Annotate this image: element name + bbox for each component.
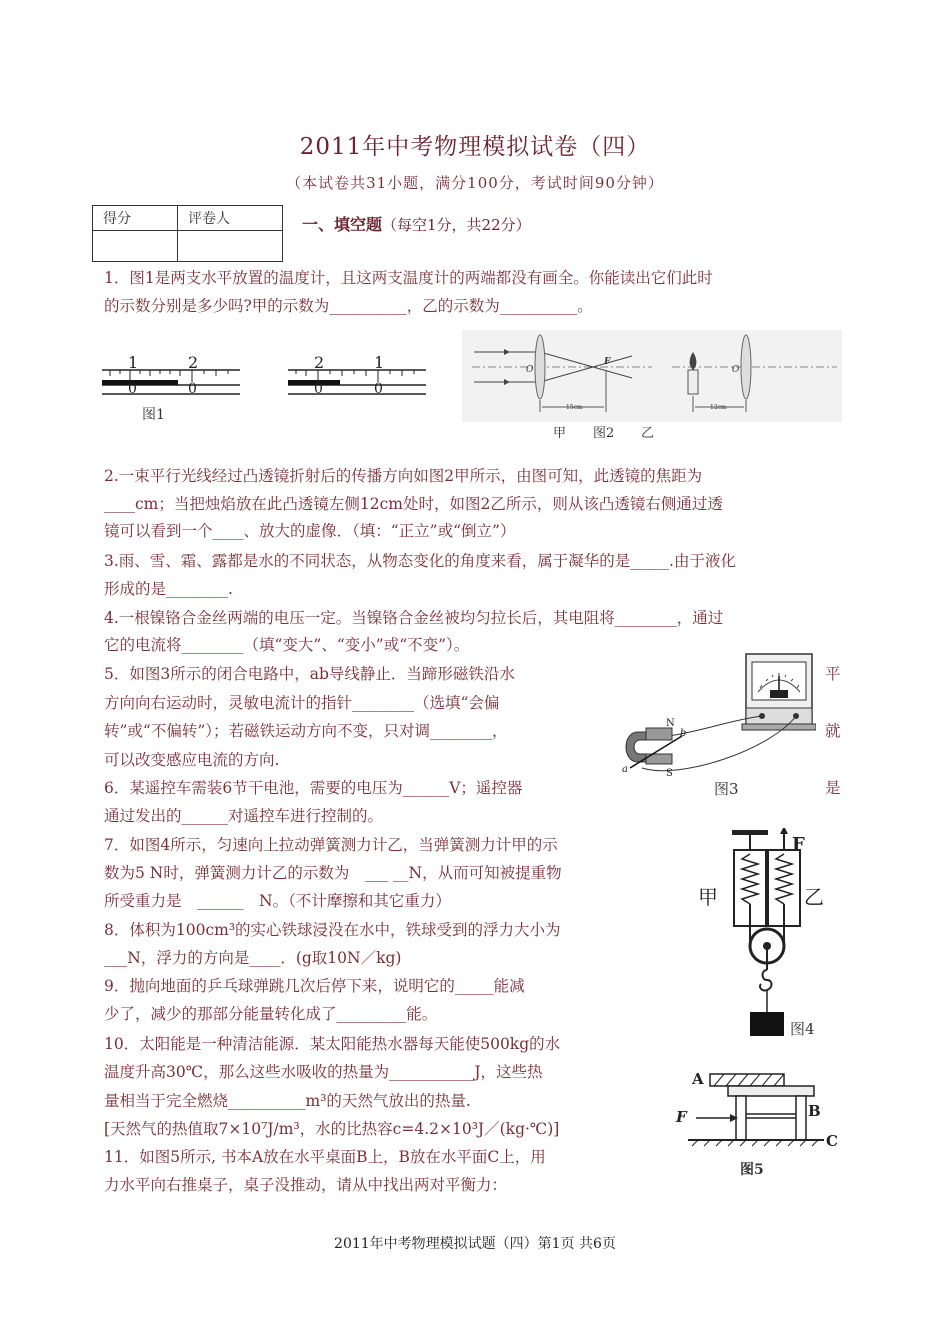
q8-line-2: ___N，浮力的方向是____．(g取10N／kg) bbox=[104, 949, 402, 967]
q6-line-1: 6．某遥控车需装6节干电池，需要的电压为______V；遥控器 bbox=[104, 779, 523, 797]
q4-line-1: 4.一根镍铬合金丝两端的电压一定。当镍铬合金丝被均匀拉长后，其电阻将________，通过 bbox=[104, 609, 724, 627]
fig3-label-n: N bbox=[666, 718, 675, 729]
section-title: 一、填空题 bbox=[302, 215, 383, 234]
q10-line-2: 温度升高30℃，那么这些水吸收的热量为___________J，这些热 bbox=[104, 1063, 543, 1081]
figure-1-caption: 图1 bbox=[142, 407, 165, 423]
q1-line-1: 1．图1是两支水平放置的温度计，且这两支温度计的两端都没有画全。你能读出它们此时 bbox=[104, 269, 713, 287]
q9-line-1: 9．抛向地面的乒乓球弹跳几次后停下来，说明它的_____能减 bbox=[104, 977, 525, 995]
thermo-right-label-1: 1 bbox=[374, 353, 385, 372]
figure-3-caption: 图3 bbox=[714, 780, 739, 798]
score-cell[interactable] bbox=[93, 231, 178, 262]
thermo-left-label-1: 1 bbox=[128, 353, 139, 372]
q9-line-2: 少了，减少的那部分能量转化成了_________能。 bbox=[104, 1005, 438, 1023]
q11-line-2: 力水平向右推桌子，桌子没推动，请从中找出两对平衡力： bbox=[104, 1176, 508, 1194]
thermo-left-label-0b: 0 bbox=[188, 381, 197, 397]
fig2-dist-2: 12cm bbox=[710, 404, 727, 411]
fig5-label-c: C bbox=[826, 1132, 838, 1150]
page-title: 2011年中考物理模拟试卷（四） bbox=[299, 134, 651, 160]
q7-line-3: 所受重力是 ______ N。（不计摩擦和其它重力） bbox=[104, 892, 451, 910]
thermo-right-label-0a: 0 bbox=[314, 381, 323, 397]
fig3-label-a: a bbox=[622, 764, 628, 775]
score-header: 得分 bbox=[93, 206, 178, 231]
q5-line-3: 转”或“不偏转”）；若磁铁运动方向不变，只对调________， bbox=[104, 722, 508, 740]
q10-line-1: 10．太阳能是一种清洁能源．某太阳能热水器每天能使500kg的水 bbox=[104, 1035, 561, 1053]
q4-line-2: 它的电流将________（填“变大”、“变小”或“不变”）。 bbox=[104, 636, 470, 654]
q11-line-1: 11．如图5所示, 书本A放在水平桌面B上，B放在水平面C上，用 bbox=[104, 1148, 546, 1166]
q2-line-1: 2.一束平行光线经过凸透镜折射后的传播方向如图2甲所示，由图可知，此透镜的焦距为 bbox=[104, 467, 703, 485]
q5-line-3-tail: 就 bbox=[825, 722, 841, 740]
q3-line-2: 形成的是________. bbox=[104, 580, 233, 598]
q5-line-1-tail: 平 bbox=[825, 665, 841, 683]
q3-line-1: 3.雨、雪、霜、露都是水的不同状态，从物态变化的角度来看，属于凝华的是_____.由于液化 bbox=[104, 552, 736, 570]
page-subtitle: （本试卷共31小题，满分100分，考试时间90分钟） bbox=[286, 174, 664, 192]
q2-line-3: 镜可以看到一个____、放大的虚像．（填：“正立”或“倒立”） bbox=[104, 522, 516, 540]
section-note: （每空1分，共22分） bbox=[382, 216, 531, 234]
q7-line-2: 数为5 N时，弹簧测力计乙的示数为 ___ __N，从而可知被提重物 bbox=[104, 864, 562, 882]
q2-line-2: ____cm；当把烛焰放在此凸透镜左侧12cm处时，如图2乙所示，则从该凸透镜右侧通过透 bbox=[104, 495, 723, 513]
q1-line-2: 的示数分别是多少吗?甲的示数为__________，乙的示数为__________。 bbox=[104, 297, 593, 315]
fig5-label-a: A bbox=[692, 1070, 704, 1088]
q6-line-1-tail: 是 bbox=[825, 779, 841, 797]
q6-line-2: 通过发出的______对遥控车进行控制的。 bbox=[104, 807, 384, 825]
q7-line-1: 7．如图4所示，匀速向上拉动弹簧测力计乙，当弹簧测力计甲的示 bbox=[104, 836, 558, 854]
thermometer-right bbox=[288, 353, 426, 397]
figure-4-spring-scales bbox=[694, 828, 834, 1043]
figure-2-caption-yi: 乙 bbox=[641, 426, 655, 441]
q10-line-4: [天然气的热值取7×10⁷J/m³，水的比热容c=4.2×10³J／(kg·℃)] bbox=[104, 1120, 560, 1138]
figure-4-caption: 图4 bbox=[790, 1020, 815, 1038]
galvanometer-icon bbox=[742, 654, 816, 730]
fig4-label-f: F bbox=[792, 834, 805, 855]
fig4-label-yi: 乙 bbox=[804, 885, 824, 909]
thermometer-left bbox=[102, 353, 240, 397]
q5-line-1: 5．如图3所示的闭合电路中，ab导线静止．当蹄形磁铁沿水 bbox=[104, 665, 515, 683]
figure-2-caption: 图2 bbox=[593, 426, 615, 441]
q8-line-1: 8．体积为100cm³的实心铁球浸没在水中，铁球受到的浮力大小为 bbox=[104, 921, 561, 939]
thermo-left-label-2: 2 bbox=[188, 353, 199, 372]
fig2-label-o1: O bbox=[526, 365, 534, 375]
fig3-label-s: S bbox=[666, 768, 673, 779]
q5-line-2: 方向向右运动时，灵敏电流计的指针________（选填“会偏 bbox=[104, 694, 500, 712]
grader-cell[interactable] bbox=[178, 231, 283, 262]
grader-header: 评卷人 bbox=[178, 206, 283, 231]
figure-2-lenses bbox=[462, 330, 842, 422]
page-footer: 2011年中考物理模拟试题（四）第1页 共6页 bbox=[334, 1236, 616, 1252]
thermo-right-label-0b: 0 bbox=[374, 381, 383, 397]
fig4-label-jia: 甲 bbox=[698, 885, 718, 909]
thermo-left-label-0a: 0 bbox=[128, 381, 137, 397]
section-heading bbox=[302, 212, 531, 235]
q5-line-4: 可以改变感应电流的方向. bbox=[104, 751, 280, 769]
figure-2-caption-jia: 甲 bbox=[553, 426, 567, 441]
fig2-dist-1: 15cm bbox=[566, 404, 583, 411]
fig5-label-b: B bbox=[808, 1102, 821, 1120]
fig3-label-b: b bbox=[680, 728, 687, 739]
figure-5-caption: 图5 bbox=[740, 1162, 764, 1178]
score-table bbox=[92, 205, 283, 262]
fig5-label-f: F bbox=[676, 1108, 687, 1126]
thermo-right-label-2: 2 bbox=[314, 353, 325, 372]
q10-line-3: 量相当于完全燃烧__________m³的天然气放出的热量. bbox=[104, 1092, 471, 1110]
fig2-label-o2: O bbox=[732, 365, 740, 375]
fig2-label-f: F bbox=[604, 357, 611, 367]
